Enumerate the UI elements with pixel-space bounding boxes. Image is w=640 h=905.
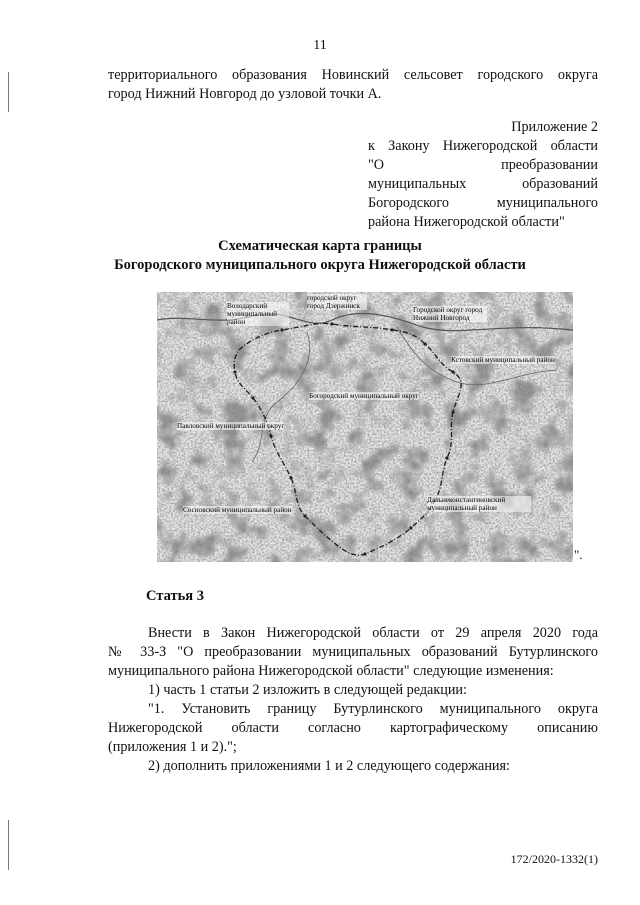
appendix-heading: Приложение 2 bbox=[511, 119, 598, 135]
appendix-block bbox=[368, 118, 598, 232]
map-title-line-2: Богородского муниципального округа Нижегородской области bbox=[114, 257, 526, 273]
article-quote-line: (приложения 1 и 2)."; bbox=[108, 739, 237, 755]
scan-edge-mark bbox=[8, 72, 9, 112]
map-label-dalnekonstantinovsky: Дальнеконстантиновский муниципальный район bbox=[427, 496, 531, 512]
map-label-bogorodsky: Богородский муниципальный округ bbox=[309, 392, 419, 400]
map-closing-quote: ". bbox=[574, 547, 583, 562]
article-item-2: 2) дополнить приложениями 1 и 2 следующего содержания: bbox=[148, 758, 510, 774]
article-para-line: муниципального района Нижегородской области" следующие изменения: bbox=[108, 663, 554, 679]
footer-code: 172/2020-1332(1) bbox=[510, 852, 598, 866]
map-label-kstovsky: Кстовский муниципальный район bbox=[451, 356, 555, 364]
appendix-line: района Нижегородской области" bbox=[368, 214, 565, 230]
intro-line-1: территориального образования Новинский сельсовет городского округа bbox=[108, 67, 598, 83]
article-item-1: 1) часть 1 статьи 2 изложить в следующей редакции: bbox=[148, 682, 467, 698]
map-label-pavlovsky: Павловский муниципальный округ bbox=[177, 422, 285, 430]
scan-edge-mark bbox=[8, 820, 9, 870]
map-label-volodarsky: Володарский муниципальный район bbox=[227, 302, 289, 326]
appendix-line: "О преобразовании bbox=[368, 157, 598, 173]
article-heading: Статья 3 bbox=[146, 588, 204, 604]
article-para-line: Внести в Закон Нижегородской области от 29 апреля 2020 года bbox=[148, 625, 598, 641]
boundary-map bbox=[157, 292, 573, 562]
map-label-sosnovsky: Сосновский муниципальный район bbox=[183, 506, 292, 514]
map-label-nizhny-novgorod: Городской округ город Нижний Новгород bbox=[413, 306, 487, 322]
appendix-line: муниципальных образований bbox=[368, 176, 598, 192]
map-label-dzerzhinsk: городской округ город Дзержинск bbox=[307, 294, 367, 310]
article-quote-line: "1. Установить границу Бутурлинского муниципального округа bbox=[148, 701, 598, 717]
appendix-line: Богородского муниципального bbox=[368, 195, 598, 211]
article-quote-line: Нижегородской области согласно картографическому описанию bbox=[108, 720, 598, 736]
map-title-line-1: Схематическая карта границы bbox=[218, 238, 422, 254]
article-para-line: № 33-З "О преобразовании муниципальных образований Бутурлинского bbox=[108, 644, 598, 660]
page-number: 11 bbox=[313, 38, 327, 53]
appendix-line: к Закону Нижегородской области bbox=[368, 138, 598, 154]
intro-line-2: город Нижний Новгород до узловой точки А. bbox=[108, 86, 382, 102]
